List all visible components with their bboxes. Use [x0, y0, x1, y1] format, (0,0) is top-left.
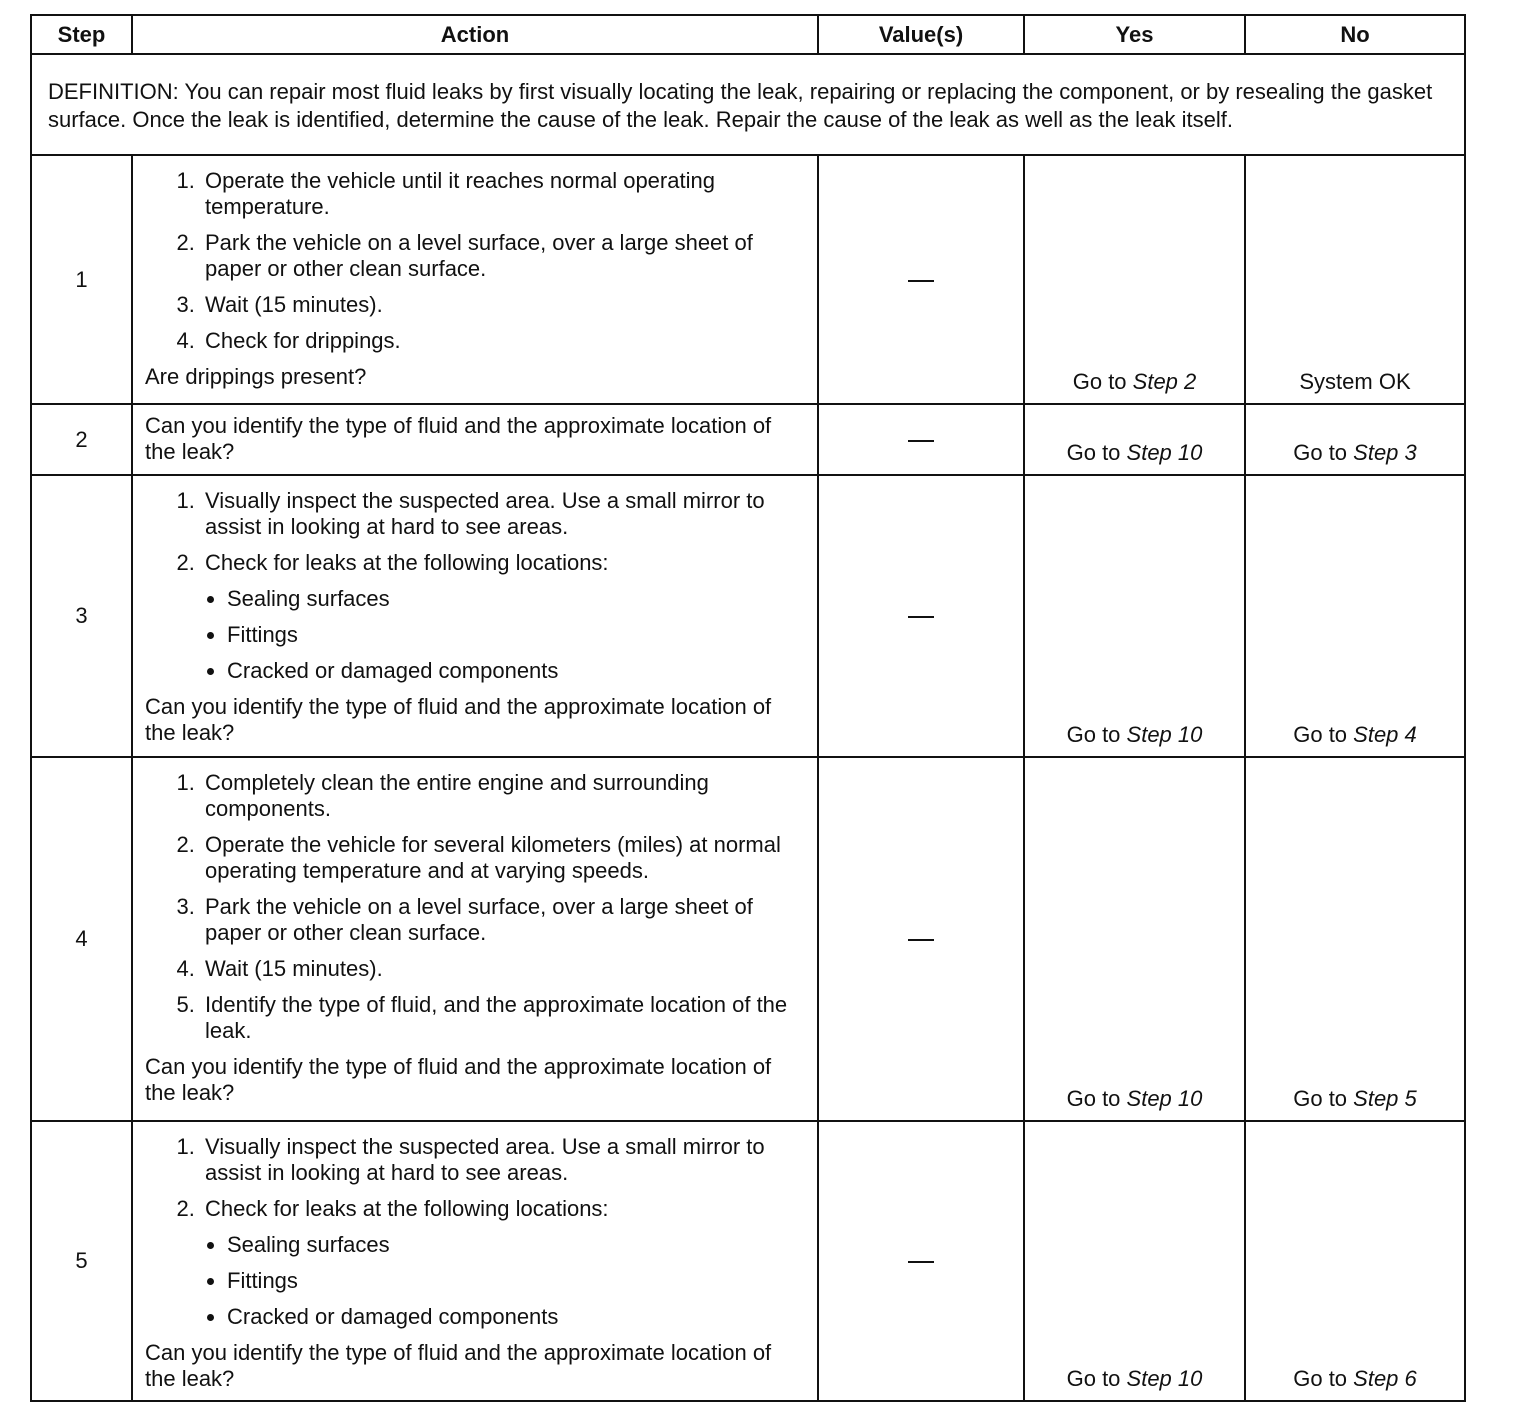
action-cell: [132, 475, 818, 757]
action-item: 3. Wait (15 minutes).: [201, 292, 807, 318]
action-question: Can you identify the type of fluid and the approximate location of the leak?: [145, 1054, 772, 1105]
value-dash: [908, 616, 934, 618]
goto-prefix: Go to: [1066, 440, 1127, 465]
no-step-link[interactable]: Step 5: [1353, 1086, 1417, 1111]
yes-step-link[interactable]: Step 10: [1126, 1086, 1203, 1111]
table-row: [31, 475, 1465, 757]
step-number: 2: [31, 404, 132, 475]
action-item-text: Check for leaks at the following locations:: [205, 1196, 609, 1221]
action-item: 1. Completely clean the entire engine and surrounding components.: [201, 770, 807, 822]
action-item: 1. Visually inspect the suspected area. Use a small mirror to assist in looking at hard to see areas.: [201, 1134, 807, 1186]
yes-result: [1024, 475, 1245, 757]
action-item: 5. Identify the type of fluid, and the approximate location of the leak.: [201, 992, 807, 1044]
action-question: Can you identify the type of fluid and the approximate location of the leak?: [145, 413, 772, 464]
action-item: [201, 550, 807, 684]
action-list: [145, 488, 807, 684]
action-cell: [132, 1121, 818, 1401]
action-item: 1. Operate the vehicle until it reaches normal operating temperature.: [201, 168, 807, 220]
yes-result: [1024, 1121, 1245, 1401]
action-item: 1. Visually inspect the suspected area. Use a small mirror to assist in looking at hard to see areas.: [201, 488, 807, 540]
definition-row: [31, 54, 1465, 155]
value-dash: [908, 1261, 934, 1263]
goto-prefix: Go to: [1066, 1086, 1127, 1111]
value-cell: [818, 1121, 1024, 1401]
step-number: 1: [31, 155, 132, 404]
yes-step-link[interactable]: Step 10: [1126, 1366, 1203, 1391]
location-item: • Cracked or damaged components: [227, 658, 807, 684]
value-cell: [818, 155, 1024, 404]
yes-step-link[interactable]: Step 10: [1126, 440, 1203, 465]
location-list: [205, 1232, 807, 1330]
no-result: System OK: [1245, 155, 1465, 404]
definition-text: DEFINITION: You can repair most fluid leaks by first visually locating the leak, repairing or replacing the component, or by resealing the gasket surface. Once the leak is identified, determine the cause of the leak. Repair the cause of the leak as well as the leak itself.: [31, 54, 1465, 155]
action-question: Are drippings present?: [145, 364, 367, 389]
no-result: [1245, 757, 1465, 1121]
goto-prefix: Go to: [1293, 722, 1354, 747]
yes-step-link[interactable]: Step 10: [1126, 722, 1203, 747]
value-cell: [818, 404, 1024, 475]
goto-prefix: Go to: [1072, 369, 1133, 394]
action-list: [145, 770, 807, 1044]
step-number: 3: [31, 475, 132, 757]
header-no: No: [1245, 15, 1465, 54]
action-cell: [132, 155, 818, 404]
header-row: [31, 15, 1465, 54]
location-item: • Cracked or damaged components: [227, 1304, 807, 1330]
header-action: Action: [132, 15, 818, 54]
step-number: 4: [31, 757, 132, 1121]
value-dash: [908, 280, 934, 282]
table-row: [31, 1121, 1465, 1401]
action-item: 4. Wait (15 minutes).: [201, 956, 807, 982]
goto-prefix: Go to: [1293, 1086, 1354, 1111]
action-item-text: Check for leaks at the following locations:: [205, 550, 609, 575]
no-result: [1245, 1121, 1465, 1401]
location-item: • Fittings: [227, 1268, 807, 1294]
action-item: 4. Check for drippings.: [201, 328, 807, 354]
action-cell: [132, 757, 818, 1121]
header-step: Step: [31, 15, 132, 54]
no-step-link[interactable]: Step 6: [1353, 1366, 1417, 1391]
goto-prefix: Go to: [1293, 1366, 1354, 1391]
action-question: Can you identify the type of fluid and the approximate location of the leak?: [145, 1340, 772, 1391]
no-step-link[interactable]: Step 3: [1353, 440, 1417, 465]
yes-result: [1024, 757, 1245, 1121]
table-row: [31, 757, 1465, 1121]
yes-result: [1024, 155, 1245, 404]
action-list: [145, 168, 807, 354]
action-list: [145, 1134, 807, 1330]
goto-prefix: Go to: [1293, 440, 1354, 465]
diagnostic-table: [30, 14, 1466, 1402]
location-item: • Fittings: [227, 622, 807, 648]
no-result: [1245, 475, 1465, 757]
no-step-link[interactable]: Step 4: [1353, 722, 1417, 747]
value-cell: [818, 757, 1024, 1121]
action-item: 2. Park the vehicle on a level surface, over a large sheet of paper or other clean surface.: [201, 230, 807, 282]
table-row: [31, 155, 1465, 404]
action-item: 3. Park the vehicle on a level surface, over a large sheet of paper or other clean surface.: [201, 894, 807, 946]
step-number: 5: [31, 1121, 132, 1401]
goto-prefix: Go to: [1066, 1366, 1127, 1391]
value-cell: [818, 475, 1024, 757]
value-dash: [908, 440, 934, 442]
value-dash: [908, 939, 934, 941]
location-item: • Sealing surfaces: [227, 1232, 807, 1258]
action-question: Can you identify the type of fluid and the approximate location of the leak?: [145, 694, 772, 745]
action-item: 2. Operate the vehicle for several kilometers (miles) at normal operating temperature and at varying speeds.: [201, 832, 807, 884]
yes-result: [1024, 404, 1245, 475]
no-result: [1245, 404, 1465, 475]
goto-prefix: Go to: [1066, 722, 1127, 747]
yes-step-link[interactable]: Step 2: [1132, 369, 1197, 394]
header-yes: Yes: [1024, 15, 1245, 54]
table-row: [31, 404, 1465, 475]
location-list: [205, 586, 807, 684]
header-values: Value(s): [818, 15, 1024, 54]
action-cell: [132, 404, 818, 475]
action-item: [201, 1196, 807, 1330]
location-item: • Sealing surfaces: [227, 586, 807, 612]
